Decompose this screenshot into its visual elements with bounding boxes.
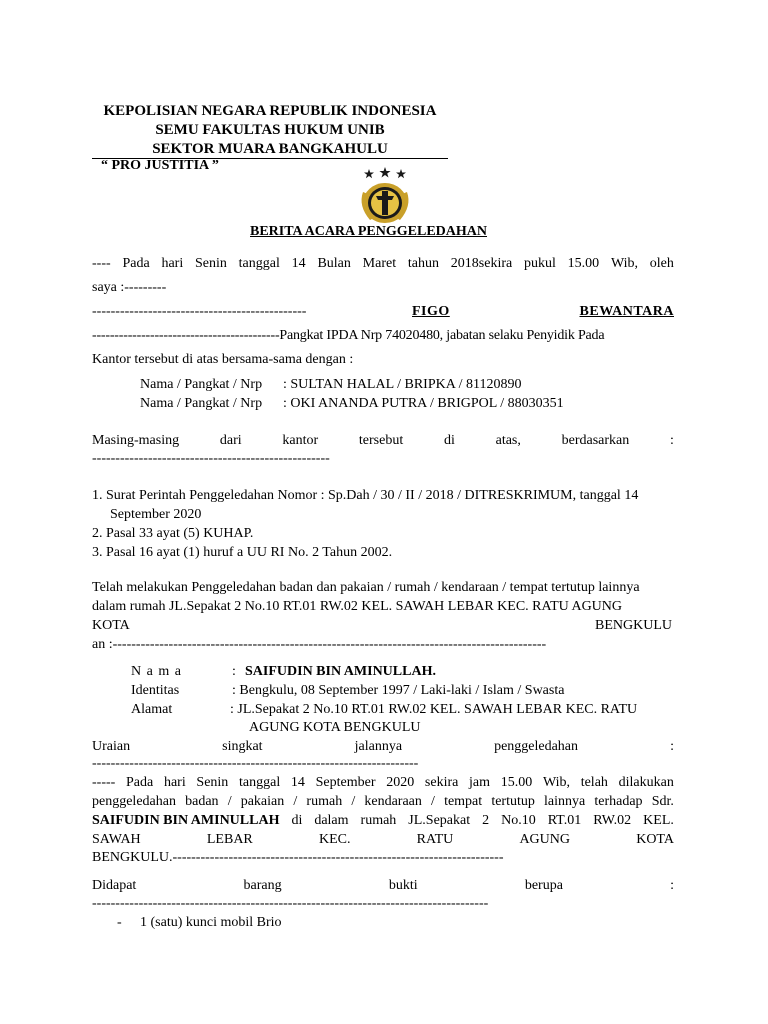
word: 15.00 [500,775,533,790]
officer-name [322,304,674,320]
companion-2-value: : OKI ANANDA PUTRA / BRIGPOL / 88030351 [283,396,564,411]
word: Bulan [317,256,351,271]
word: : [670,739,674,754]
basis-dashes: --------------------------------------------------- [92,451,330,466]
subject-name-colon: : [232,664,236,679]
word: rumah [360,813,397,828]
suspect-name: SAIFUDIN BIN AMINULLAH [92,813,280,828]
companion-2-label: Nama / Pangkat / Nrp [140,396,263,411]
word: badan [185,794,219,809]
summary-dashes: ---------------------------------------------------------------------- [92,756,419,771]
word: / [293,794,298,809]
search-line-4: BENGKULU [595,618,672,633]
ground-2: 2. Pasal 33 ayat (5) KUHAP. [92,526,254,541]
word: RATU [416,832,454,847]
word: 14 [291,256,306,271]
word: di [443,433,455,448]
word: Maret [362,256,397,271]
header-motto [101,158,219,174]
header-sector: SEKTOR MUARA BANGKAHULU [152,141,388,157]
word: penggeledahan [494,739,579,754]
opening-line-1 [92,256,674,272]
word: RT.01 [547,813,582,828]
evidence-item: 1 (satu) kunci mobil Brio [140,915,282,930]
word: / [431,794,435,809]
word: hari [163,775,186,790]
word: KEC. [318,832,351,847]
word: 2 [482,813,490,828]
narrative-line-2 [92,794,674,810]
word: dari [219,433,242,448]
officer-line [92,304,674,320]
opening-line-2: saya :--------- [92,280,167,295]
word: oleh [649,256,674,271]
word: September [315,775,376,790]
word: berupa [524,878,563,893]
narrative-line-4 [92,832,674,848]
word: Sdr. [651,794,674,809]
word: dilakukan [618,775,674,790]
word: ---- [92,256,111,271]
word: tersebut [358,433,404,448]
ground-3: 3. Pasal 16 ayat (1) huruf a UU RI No. 2 Tahun 2002. [92,545,393,560]
word: Senin [196,775,229,790]
word: : [670,878,674,893]
companion-1-label: Nama / Pangkat / Nrp [140,377,263,392]
word: Masing-masing [92,433,180,448]
word: No.10 [501,813,536,828]
word: / [227,794,232,809]
subject-address-label: Alamat [131,702,173,717]
word: KEL. [643,813,674,828]
subject-id-label: Identitas [131,683,180,698]
word: tempat [444,794,483,809]
rank-line: ------------------------------------------Pangkat IPDA Nrp 74020480, jabatan selaku Penyidik Pada [92,328,605,343]
word: JL.Sepakat [408,813,471,828]
narrative-line-3 [92,813,674,829]
header-faculty: SEMU FAKULTAS HUKUM UNIB [155,122,385,138]
word: / [351,794,356,809]
word: rumah [306,794,343,809]
header-institution: KEPOLISIAN NEGARA REPUBLIK INDONESIA [103,103,437,119]
evidence-line [92,878,674,894]
word: atas, [495,433,521,448]
word: tanggal [238,256,280,271]
word: penggeledahan [92,794,176,809]
word: kantor [282,433,319,448]
word: hari [161,256,184,271]
word: kendaraan [364,794,422,809]
word: pakaian [240,794,285,809]
basis-line [92,433,674,449]
word: jalannya [354,739,403,754]
narrative-line-5: BENGKULU.----------------------------------------------------------------------- [92,850,504,865]
word: barang [243,878,282,893]
word: telah [580,775,608,790]
document-title: BERITA ACARA PENGGELEDAHAN [250,224,488,239]
subject-address-value: : JL.Sepakat 2 No.10 RT.01 RW.02 KEL. SAWAH LEBAR KEC. RATU [230,702,638,717]
subject-address-value-2: AGUNG KOTA BENGKULU [249,720,421,735]
officer-dashes: ---------------------------------------------- [92,304,307,319]
word: AGUNG [519,832,570,847]
word: LEBAR [206,832,253,847]
companion-1-value: : SULTAN HALAL / BRIPKA / 81120890 [283,377,522,392]
word: dalam [314,813,349,828]
word: KOTA [636,832,674,847]
word: 2018sekira [450,256,513,271]
evidence-dashes: ------------------------------------------------------------------------------------- [92,896,489,911]
word: 2020 [386,775,415,790]
police-emblem [352,162,418,226]
search-line-2: dalam rumah JL.Sepakat 2 No.10 RT.01 RW.02 KEL. SAWAH LEBAR KEC. RATU AGUNG [92,599,623,614]
search-line-1: Telah melakukan Penggeledahan badan dan pakaian / rumah / kendaraan / tempat tertutup lainnya [92,580,640,595]
word: tanggal [239,775,281,790]
rank-line-2: Kantor tersebut di atas bersama-sama dengan : [92,352,354,367]
word: tertutup [491,794,535,809]
word: 14 [290,775,305,790]
word: Wib, [610,256,638,271]
word: Pada [126,775,154,790]
search-line-5: an :--------------------------------------------------------------------------------------------- [92,637,547,652]
word: tahun [407,256,439,271]
word: Uraian [92,739,131,754]
word: ----- [92,775,116,790]
word: 15.00 [567,256,600,271]
summary-line [92,739,674,755]
word: : [670,433,674,448]
word: sekira [424,775,459,790]
subject-name-label: N a m a [131,664,182,679]
officer-first-name: FIGO [412,304,450,319]
word: bukti [388,878,418,893]
search-line-3: KOTA [92,618,130,633]
word: Senin [194,256,227,271]
officer-last-name: BEWANTARA [579,304,674,319]
word: jam [469,775,491,790]
word: lainnya [544,794,586,809]
subject-name-value: SAIFUDIN BIN AMINULLAH. [245,664,436,679]
word: Didapat [92,878,137,893]
word: SAWAH [92,832,141,847]
word: di [291,813,303,828]
ground-1-cont: September 2020 [110,507,202,522]
word: Pada [122,256,150,271]
word: terhadap [594,794,643,809]
word: RW.02 [593,813,632,828]
evidence-item-bullet: - [117,915,122,930]
subject-id-value: : Bengkulu, 08 September 1997 / Laki-laki / Islam / Swasta [232,683,565,698]
word: Wib, [542,775,570,790]
word: berdasarkan [561,433,630,448]
word: singkat [222,739,263,754]
narrative-line-1 [92,775,674,791]
ground-1: 1. Surat Perintah Penggeledahan Nomor : Sp.Dah / 30 / II / 2018 / DITRESKRIMUM, tanggal 14 [92,488,639,503]
pro-justitia: “ PRO JUSTITIA ” [101,158,219,173]
word: pukul [524,256,556,271]
